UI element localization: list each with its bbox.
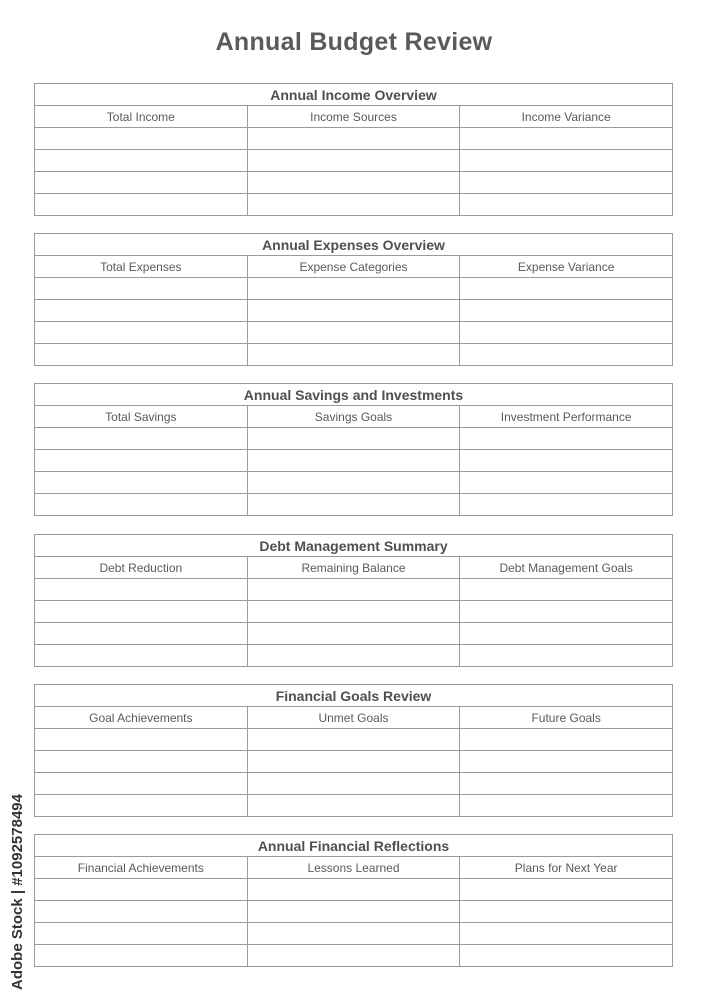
blank-cell[interactable]: [247, 623, 460, 645]
column-header: Goal Achievements: [35, 707, 248, 729]
blank-cell[interactable]: [35, 645, 248, 667]
table-row: [35, 450, 673, 472]
table-row: [35, 172, 673, 194]
section-title: Annual Income Overview: [35, 84, 673, 106]
blank-cell[interactable]: [247, 278, 460, 300]
blank-cell[interactable]: [460, 879, 673, 901]
column-header: Savings Goals: [247, 406, 460, 428]
page-title: Annual Budget Review: [215, 28, 493, 56]
blank-cell[interactable]: [247, 472, 460, 494]
blank-cell[interactable]: [247, 579, 460, 601]
blank-cell[interactable]: [247, 450, 460, 472]
blank-cell[interactable]: [460, 729, 673, 751]
blank-cell[interactable]: [35, 729, 248, 751]
column-header: Total Expenses: [35, 256, 248, 278]
blank-cell[interactable]: [247, 773, 460, 795]
blank-cell[interactable]: [35, 344, 248, 366]
blank-cell[interactable]: [247, 322, 460, 344]
table-row: [35, 322, 673, 344]
blank-cell[interactable]: [460, 751, 673, 773]
blank-cell[interactable]: [247, 795, 460, 817]
table-row: [35, 773, 673, 795]
blank-cell[interactable]: [460, 128, 673, 150]
blank-cell[interactable]: [460, 322, 673, 344]
column-header: Expense Categories: [247, 256, 460, 278]
blank-cell[interactable]: [460, 194, 673, 216]
column-header: Investment Performance: [460, 406, 673, 428]
blank-cell[interactable]: [460, 795, 673, 817]
blank-cell[interactable]: [247, 945, 460, 967]
blank-cell[interactable]: [247, 194, 460, 216]
blank-cell[interactable]: [247, 300, 460, 322]
blank-cell[interactable]: [35, 494, 248, 516]
section-table: [34, 233, 673, 366]
table-row: [35, 494, 673, 516]
table-row: [35, 923, 673, 945]
table-row: [35, 579, 673, 601]
blank-cell[interactable]: [35, 879, 248, 901]
blank-cell[interactable]: [247, 150, 460, 172]
blank-cell[interactable]: [247, 645, 460, 667]
blank-cell[interactable]: [35, 472, 248, 494]
section-table: [34, 534, 673, 667]
blank-cell[interactable]: [247, 601, 460, 623]
blank-cell[interactable]: [460, 450, 673, 472]
table-row: [35, 879, 673, 901]
column-header: Remaining Balance: [247, 557, 460, 579]
blank-cell[interactable]: [460, 923, 673, 945]
blank-cell[interactable]: [247, 428, 460, 450]
blank-cell[interactable]: [460, 579, 673, 601]
blank-cell[interactable]: [460, 428, 673, 450]
blank-cell[interactable]: [35, 601, 248, 623]
column-header: Income Sources: [247, 106, 460, 128]
table-row: [35, 729, 673, 751]
table-row: [35, 623, 673, 645]
column-header: Future Goals: [460, 707, 673, 729]
section-title: Annual Expenses Overview: [35, 234, 673, 256]
watermark-text: Adobe Stock | #1092578494: [9, 794, 26, 990]
blank-cell[interactable]: [460, 278, 673, 300]
blank-cell[interactable]: [35, 901, 248, 923]
blank-cell[interactable]: [247, 879, 460, 901]
table-row: [35, 344, 673, 366]
blank-cell[interactable]: [35, 150, 248, 172]
blank-cell[interactable]: [460, 472, 673, 494]
blank-cell[interactable]: [460, 623, 673, 645]
table-row: [35, 428, 673, 450]
blank-cell[interactable]: [247, 923, 460, 945]
blank-cell[interactable]: [35, 751, 248, 773]
blank-cell[interactable]: [247, 729, 460, 751]
blank-cell[interactable]: [35, 172, 248, 194]
table-row: [35, 194, 673, 216]
blank-cell[interactable]: [35, 450, 248, 472]
column-header: Unmet Goals: [247, 707, 460, 729]
blank-cell[interactable]: [35, 795, 248, 817]
table-row: [35, 645, 673, 667]
blank-cell[interactable]: [35, 579, 248, 601]
section-table: [34, 83, 673, 216]
stock-watermark: [8, 740, 28, 990]
blank-cell[interactable]: [460, 494, 673, 516]
blank-cell[interactable]: [460, 344, 673, 366]
table-row: [35, 795, 673, 817]
blank-cell[interactable]: [460, 150, 673, 172]
table-row: [35, 128, 673, 150]
blank-cell[interactable]: [35, 300, 248, 322]
table-row: [35, 601, 673, 623]
table-row: [35, 150, 673, 172]
section-table: [34, 684, 673, 817]
blank-cell[interactable]: [35, 278, 248, 300]
table-row: [35, 300, 673, 322]
blank-cell[interactable]: [35, 194, 248, 216]
blank-cell[interactable]: [35, 322, 248, 344]
table-row: [35, 901, 673, 923]
column-header: Financial Achievements: [35, 857, 248, 879]
column-header: Income Variance: [460, 106, 673, 128]
blank-cell[interactable]: [35, 773, 248, 795]
blank-cell[interactable]: [460, 773, 673, 795]
column-header: Total Income: [35, 106, 248, 128]
column-header: Lessons Learned: [247, 857, 460, 879]
table-row: [35, 751, 673, 773]
section-title: Financial Goals Review: [35, 685, 673, 707]
blank-cell[interactable]: [35, 923, 248, 945]
column-header: Plans for Next Year: [460, 857, 673, 879]
blank-cell[interactable]: [247, 172, 460, 194]
blank-cell[interactable]: [247, 128, 460, 150]
blank-cell[interactable]: [35, 128, 248, 150]
blank-cell[interactable]: [247, 751, 460, 773]
blank-cell[interactable]: [460, 645, 673, 667]
blank-cell[interactable]: [460, 901, 673, 923]
blank-cell[interactable]: [460, 300, 673, 322]
blank-cell[interactable]: [247, 901, 460, 923]
blank-cell[interactable]: [35, 428, 248, 450]
table-row: [35, 945, 673, 967]
column-header: Expense Variance: [460, 256, 673, 278]
section-table: [34, 383, 673, 516]
table-row: [35, 278, 673, 300]
section-table: [34, 834, 673, 967]
blank-cell[interactable]: [460, 601, 673, 623]
column-header: Total Savings: [35, 406, 248, 428]
column-header: Debt Management Goals: [460, 557, 673, 579]
table-row: [35, 472, 673, 494]
blank-cell[interactable]: [247, 344, 460, 366]
section-title: Debt Management Summary: [35, 535, 673, 557]
blank-cell[interactable]: [35, 623, 248, 645]
section-title: Annual Savings and Investments: [35, 384, 673, 406]
blank-cell[interactable]: [247, 494, 460, 516]
blank-cell[interactable]: [35, 945, 248, 967]
column-header: Debt Reduction: [35, 557, 248, 579]
blank-cell[interactable]: [460, 945, 673, 967]
blank-cell[interactable]: [460, 172, 673, 194]
section-title: Annual Financial Reflections: [35, 835, 673, 857]
